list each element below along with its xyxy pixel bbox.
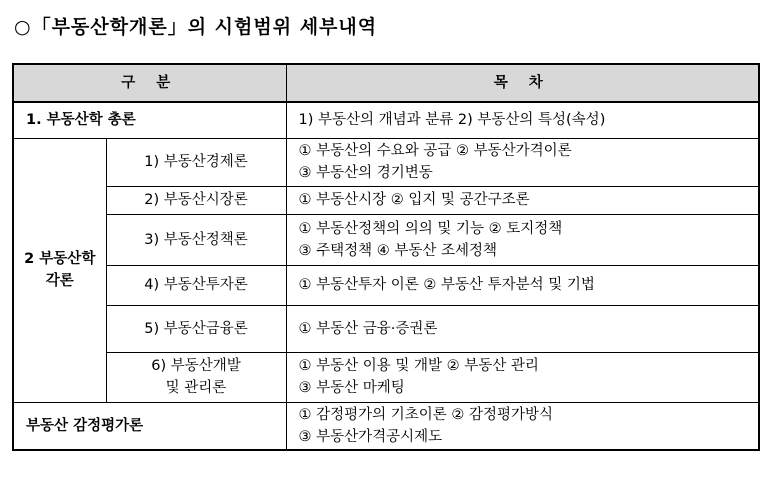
table-row [13, 186, 759, 214]
category-line: 각론 [45, 273, 74, 289]
contents-cell: ① 부동산시장 ② 입지 및 공간구조론 [286, 186, 759, 214]
contents-cell: ① 부동산투자 이론 ② 부동산 투자분석 및 기법 [286, 265, 759, 305]
table-row [13, 102, 759, 138]
contents-line: ③ 부동산 마케팅 [298, 380, 405, 396]
subcategory-cell: 4) 부동산투자론 [106, 265, 286, 305]
contents-line: ③ 주택정책 ④ 부동산 조세정책 [298, 242, 498, 259]
table-row [13, 402, 759, 450]
page-title: ○「부동산학개론」의 시험범위 세부내역 [14, 16, 378, 38]
header-contents: 목 차 [286, 64, 759, 102]
table-row [13, 352, 759, 402]
contents-cell: 1) 부동산의 개념과 분류 2) 부동산의 특성(속성) [286, 102, 759, 138]
contents-line: ① 부동산정책의 의의 및 기능 ② 토지정책 [298, 220, 563, 237]
category-line: 2 부동산학 [24, 251, 96, 267]
subcategory-cell: 2) 부동산시장론 [106, 186, 286, 214]
exam-scope-table [12, 63, 760, 451]
subcategory-line: 및 관리론 [165, 380, 227, 396]
contents-line: ① 부동산의 수요와 공급 ② 부동산가격이론 [298, 143, 572, 159]
subcategory-cell: 5) 부동산금융론 [106, 305, 286, 352]
subcategory-line: 6) 부동산개발 [151, 358, 241, 374]
header-category: 구 분 [13, 64, 286, 102]
subcategory-cell: 3) 부동산정책론 [106, 214, 286, 265]
contents-line: ① 감정평가의 기초이론 ② 감정평가방식 [298, 406, 554, 423]
subcategory-cell [106, 352, 286, 402]
contents-cell: ① 부동산 금융·증권론 [286, 305, 759, 352]
contents-cell [286, 214, 759, 265]
subcategory-cell: 1) 부동산경제론 [106, 138, 286, 186]
table-row [13, 305, 759, 352]
category-cell: 부동산 감정평가론 [13, 402, 286, 450]
table-header-row [13, 64, 759, 102]
table-row [13, 265, 759, 305]
contents-line: ③ 부동산의 경기변동 [298, 165, 433, 181]
category-cell [13, 138, 106, 402]
contents-cell [286, 138, 759, 186]
contents-cell [286, 352, 759, 402]
contents-cell [286, 402, 759, 450]
table-row [13, 138, 759, 186]
table-row [13, 214, 759, 265]
contents-line: ③ 부동산가격공시제도 [298, 428, 443, 445]
category-cell: 1. 부동산학 총론 [13, 102, 286, 138]
contents-line: ① 부동산 이용 및 개발 ② 부동산 관리 [298, 358, 539, 374]
